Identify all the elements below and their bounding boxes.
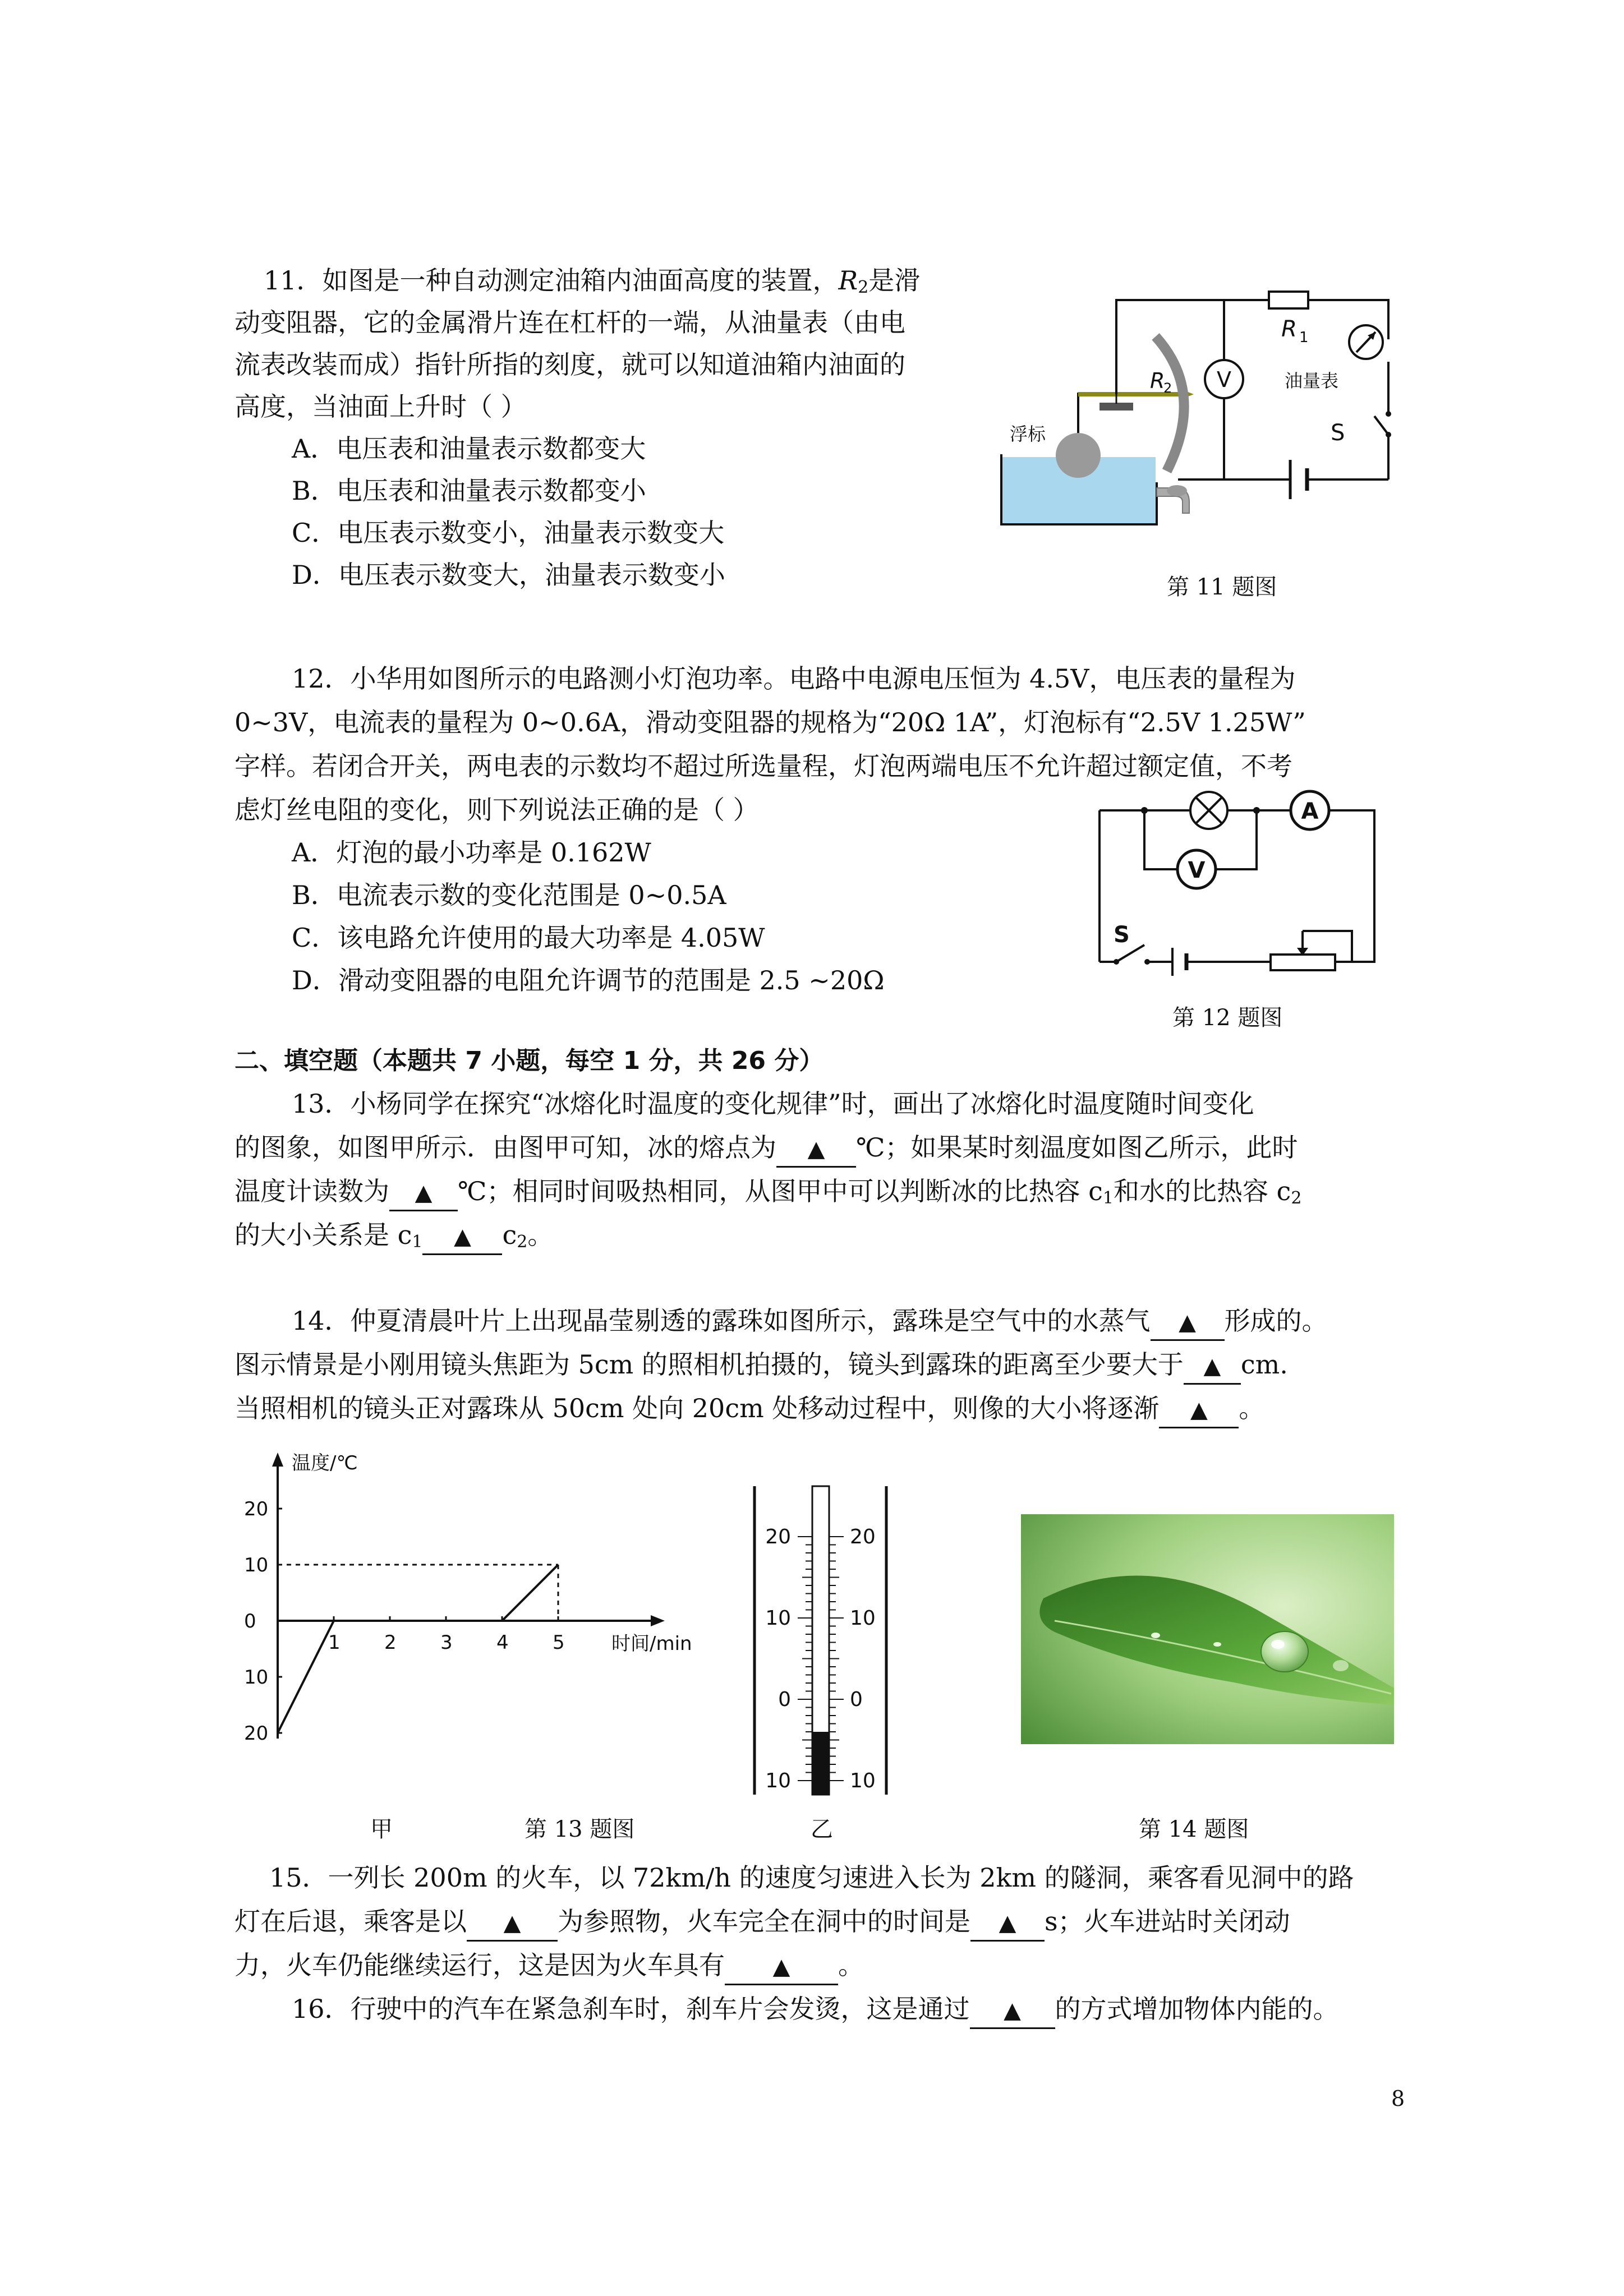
q11-figure-caption: 第 11 题图 <box>1167 574 1277 600</box>
q11-option-a[interactable]: A．电压表和油量表示数都变大 <box>292 434 646 464</box>
thermo-left-label: 10 <box>765 1607 791 1630</box>
q13-line-3: 温度计读数为 ▲ ℃；相同时间吸热相同，从图甲中可以判断冰的比热容 $c_1$和水的比热容 $c_2$ <box>234 1174 1301 1215</box>
svg-text:V: V <box>1188 857 1206 883</box>
page-number: 8 <box>1391 2086 1405 2111</box>
thermo-left-label: 10 <box>765 1769 791 1792</box>
q14-line-1: 14．仲夏清晨叶片上出现晶莹剔透的露珠如图所示，露珠是空气中的水蒸气 ▲ 形成的。 <box>292 1304 1328 1341</box>
q12-circuit-figure <box>1083 785 1397 987</box>
q13-blank-2[interactable]: ▲ <box>389 1174 458 1211</box>
q14-line-2: 图示情景是小刚用镜头焦距为 5cm 的照相机拍摄的，镜头到露珠的距离至少要大于 ▲ cm. <box>234 1348 1288 1385</box>
q13-blank-1[interactable]: ▲ <box>776 1131 856 1168</box>
graph13-xtick-label: 3 <box>440 1631 453 1654</box>
graph13-ytick-label: 20 <box>244 1722 269 1745</box>
q11-option-b[interactable]: B．电压表和油量表示数都变小 <box>292 476 646 506</box>
thermo-left-label: 0 <box>778 1688 791 1711</box>
q12-line-1: 12．小华用如图所示的电路测小灯泡功率。电路中电源电压恒为 4.5V，电压表的量程为 <box>292 663 1296 694</box>
graph13-xtick-label: 4 <box>496 1631 509 1654</box>
q13-thermometer-figure <box>740 1481 909 1800</box>
q13-line-1: 13．小杨同学在探究“冰熔化时温度的变化规律”时，画出了冰熔化时温度随时间变化 <box>292 1089 1254 1119</box>
fig13-caption-a: 甲 <box>370 1816 393 1842</box>
q15-line-1: 15．一列长 200m 的火车，以 72km/h 的速度匀速进入长为 2km 的隧洞，乘客看见洞中的路 <box>269 1862 1354 1893</box>
thermo-right-label: 10 <box>850 1769 876 1792</box>
rheostat-icon <box>1271 955 1335 970</box>
svg-text:R: R <box>1150 368 1165 393</box>
graph13-ytick-label: 0 <box>244 1610 256 1633</box>
q12-option-d[interactable]: D．滑动变阻器的电阻允许调节的范围是 2.5 ~20Ω <box>292 965 885 995</box>
q14-line-3: 当照相机的镜头正对露珠从 50cm 处向 20cm 处移动过程中，则像的大小将逐渐 ▲ 。 <box>234 1391 1264 1428</box>
switch-s <box>1374 416 1388 435</box>
q14-blank-1[interactable]: ▲ <box>1151 1304 1225 1341</box>
svg-text:S: S <box>1114 922 1130 948</box>
q11-line-1: 11．如图是一种自动测定油箱内油面高度的装置，$R_2$是滑 <box>264 265 921 297</box>
q13-line-2: 的图象，如图甲所示．由图甲可知，冰的熔点为 ▲ ℃；如果某时刻温度如图乙所示，此时 <box>234 1131 1298 1168</box>
fig13-caption-b: 乙 <box>811 1816 833 1842</box>
slider-arc <box>1156 336 1184 471</box>
graph13-xtick-label: 1 <box>328 1631 341 1654</box>
graph13-xlabel: 时间/min <box>611 1633 692 1655</box>
q11-line-2: 动变阻器，它的金属滑片连在杠杆的一端，从油量表（由电 <box>234 307 905 338</box>
q12-option-b[interactable]: B．电流表示数的变化范围是 0~0.5A <box>292 880 726 910</box>
thermo-right-label: 20 <box>850 1525 876 1548</box>
q11-option-d[interactable]: D．电压表示数变大，油量表示数变小 <box>292 560 725 590</box>
q15-line-2: 灯在后退，乘客是以 ▲ 为参照物，火车完全在洞中的时间是 ▲ s；火车进站时关闭动 <box>234 1905 1290 1942</box>
resistor-r1 <box>1269 292 1308 308</box>
q15-line-3: 力，火车仍能继续运行，这是因为火车具有 ▲ 。 <box>234 1948 864 1985</box>
svg-text:V: V <box>1217 367 1231 392</box>
svg-text:1: 1 <box>1299 329 1309 346</box>
q16-blank-1[interactable]: ▲ <box>970 1992 1055 2029</box>
thermo-right-label: 0 <box>850 1688 863 1711</box>
q13-temperature-graph <box>230 1441 724 1767</box>
q14-blank-3[interactable]: ▲ <box>1159 1391 1239 1428</box>
q14-blank-2[interactable]: ▲ <box>1184 1348 1241 1385</box>
float-ball <box>1056 433 1101 478</box>
graph13-ytick-label: 20 <box>244 1498 269 1520</box>
q12-option-c[interactable]: C．该电路允许使用的最大功率是 4.05W <box>292 923 765 953</box>
q12-line-3: 字样。若闭合开关，两电表的示数均不超过所选量程，灯泡两端电压不允许超过额定值，不考 <box>234 751 1292 781</box>
q12-figure-caption: 第 12 题图 <box>1172 1005 1283 1031</box>
thermo-right-label: 10 <box>850 1607 876 1630</box>
q15-blank-3[interactable]: ▲ <box>725 1948 838 1985</box>
q15-blank-1[interactable]: ▲ <box>467 1905 558 1942</box>
q12-line-2: 0~3V，电流表的量程为 0~0.6A，滑动变阻器的规格为“20Ω 1A”，灯泡标有“2.5V 1.25W” <box>234 707 1306 737</box>
svg-text:A: A <box>1301 799 1319 824</box>
q11-line-3: 流表改装而成）指针所指的刻度，就可以知道油箱内油面的 <box>234 349 905 380</box>
graph13-ytick-label: 10 <box>244 1554 269 1576</box>
q14-dew-drop-photo <box>1021 1514 1394 1744</box>
graph13-ylabel: 温度/℃ <box>292 1452 358 1474</box>
section-2-title: 二、填空题（本题共 7 小题，每空 1 分，共 26 分） <box>234 1046 824 1075</box>
svg-text:浮标: 浮标 <box>1010 423 1046 445</box>
graph13-xtick-label: 2 <box>384 1631 397 1654</box>
q11-line-4: 高度，当油面上升时（ ） <box>234 391 527 422</box>
svg-text:油量表: 油量表 <box>1285 370 1339 391</box>
q15-blank-2[interactable]: ▲ <box>970 1905 1045 1942</box>
q11-circuit-figure <box>987 280 1414 544</box>
dew-drop <box>1261 1631 1308 1672</box>
graph13-xtick-label: 5 <box>553 1631 565 1654</box>
q16-line-1: 16．行驶中的汽车在紧急刹车时，刹车片会发烫，这是通过 ▲ 的方式增加物体内能的。 <box>292 1992 1339 2029</box>
thermo-left-label: 20 <box>765 1525 791 1548</box>
fig14-caption: 第 14 题图 <box>1139 1816 1249 1842</box>
svg-text:S: S <box>1331 420 1345 446</box>
thermometer-liquid <box>812 1732 829 1795</box>
q13-blank-3[interactable]: ▲ <box>422 1218 502 1255</box>
graph13-series-line <box>278 1565 558 1733</box>
svg-text:2: 2 <box>1163 380 1172 396</box>
q12-line-4: 虑灯丝电阻的变化，则下列说法正确的是（ ） <box>234 795 759 825</box>
q11-option-c[interactable]: C．电压表示数变小，油量表示数变大 <box>292 518 725 548</box>
graph13-ytick-label: 10 <box>244 1666 269 1689</box>
svg-text:R: R <box>1281 316 1297 342</box>
fig13-caption: 第 13 题图 <box>525 1816 635 1842</box>
q13-line-4: 的大小关系是 $c_1$ ▲ $c_2$。 <box>234 1218 553 1259</box>
q12-option-a[interactable]: A．灯泡的最小功率是 0.162W <box>292 837 651 868</box>
